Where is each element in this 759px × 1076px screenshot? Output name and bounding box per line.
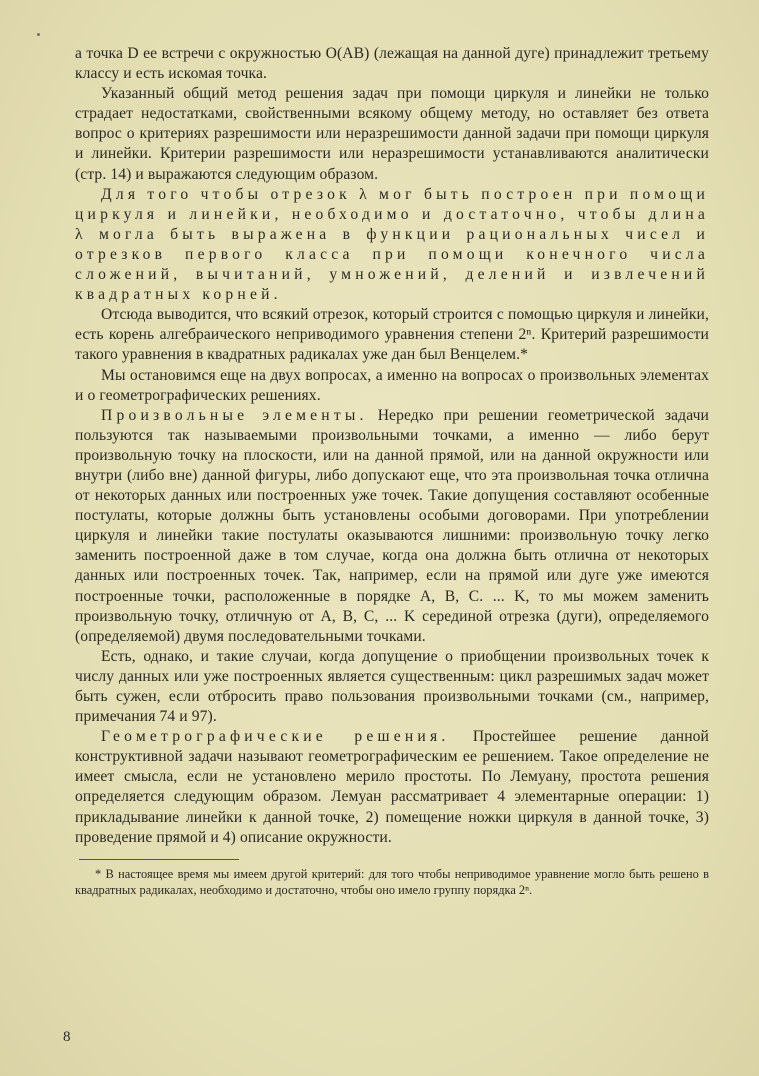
paper-speck [37,33,40,36]
paragraph-3: Отсюда выводится, что всякий отрезок, который строится с помощью циркуля и линейки, есть корень алгебраического неприводимого уравнения степени 2ⁿ. Критерий разрешимости такого уравнения в квадратных радикалах уже дан был Венцелем.* [75,306,709,364]
paragraph-2-theorem: Для того чтобы отрезок λ мог быть построен при помощи циркуля и линейки, необходимо и достаточно, чтобы длина λ могла быть выражена в функции рациональных чисел и отрезков первого класса при помощи конечного числа сложений, вычитаний, умножений, делений и извлечений квадратных корней. [75,185,709,304]
paragraph-1: Указанный общий метод решения задач при помощи циркуля и линейки не только страдает недостатками, свойственными всякому общему методу, но оставляет без ответа вопрос о критериях разрешимости или неразрешимости данной задачи при помощи циркуля и линейки. Критерии разрешимости или неразрешимости устанавливаются аналитически (стр. 14) и выражаются следующим образом. [75,85,709,183]
paragraph-7-text: Простейшее решение данной конструктивной задачи называют геометрографическим ее решением. Такое определение не имеет смысла, если не установлено мерило простоты. По Лемуану, простота решения определяется следующим образом. Лемуан рассматривает 4 элементарные операции: 1) прикладывание линейки к данной точке, 2) помещение ножки циркуля в данной точке, 3) проведение прямой и 4) описание окружности. [75,728,709,846]
section-heading-arbitrary-elements: Произвольные элементы. [101,406,368,424]
page-number: 8 [63,1029,71,1045]
section-heading-geometrographic: Геометрографические решения. [101,728,450,746]
paragraph-7 [75,727,709,848]
paragraph-5-text: Нередко при решении геометрической задачи пользуются так называемыми произвольными точками, а именно — либо берут произвольную точку на плоскости, или на данной прямой, или на данной окружности или внутри (либо вне) данной фигуры, либо допускают еще, что эта произвольная точка отлична от некоторых данных или построенных уже точек. Такие допущения составляют особенные постулаты, которые должны быть установлены особыми договорами. При употреблении циркуля и линейки такие постулаты оказываются лишними: произвольную точку легко заменить построенной даже в том случае, когда она должна быть отлична от некоторых данных или построенных точек. Так, например, если на прямой или дуге уже имеются построенные точки, расположенные в порядке A, B, C. ... K, то мы можем заменить произвольную точку, отличную от A, B, C, ... K серединой отрезка (дуги), определяемого (определяемой) двумя последовательными точками. [75,406,709,645]
footnote: * В настоящее время мы имеем другой критерий: для того чтобы неприводимое уравнение могло быть решено в квадратных радикалах, необходимо и достаточно, чтобы оно имело группу порядка 2ⁿ. [75,866,709,897]
page-body [75,44,709,898]
paragraph-6: Есть, однако, и такие случаи, когда допущение о приобщении произвольных точек к числу данных или уже построенных является существенным: цикл разрешимых задач может быть сужен, если отбросить право пользования произвольными точками (см., например, примечания 74 и 97). [75,647,709,726]
paragraph-5 [75,406,709,647]
footnote-divider [79,859,239,860]
paragraph-4: Мы остановимся еще на двух вопросах, а именно на вопросах о произвольных элементах и о геометрографических решениях. [75,366,709,404]
paragraph-0: а точка D ее встречи с окружностью O(AB) (лежащая на данной дуге) принадлежит третьему классу и есть искомая точка. [75,45,709,83]
